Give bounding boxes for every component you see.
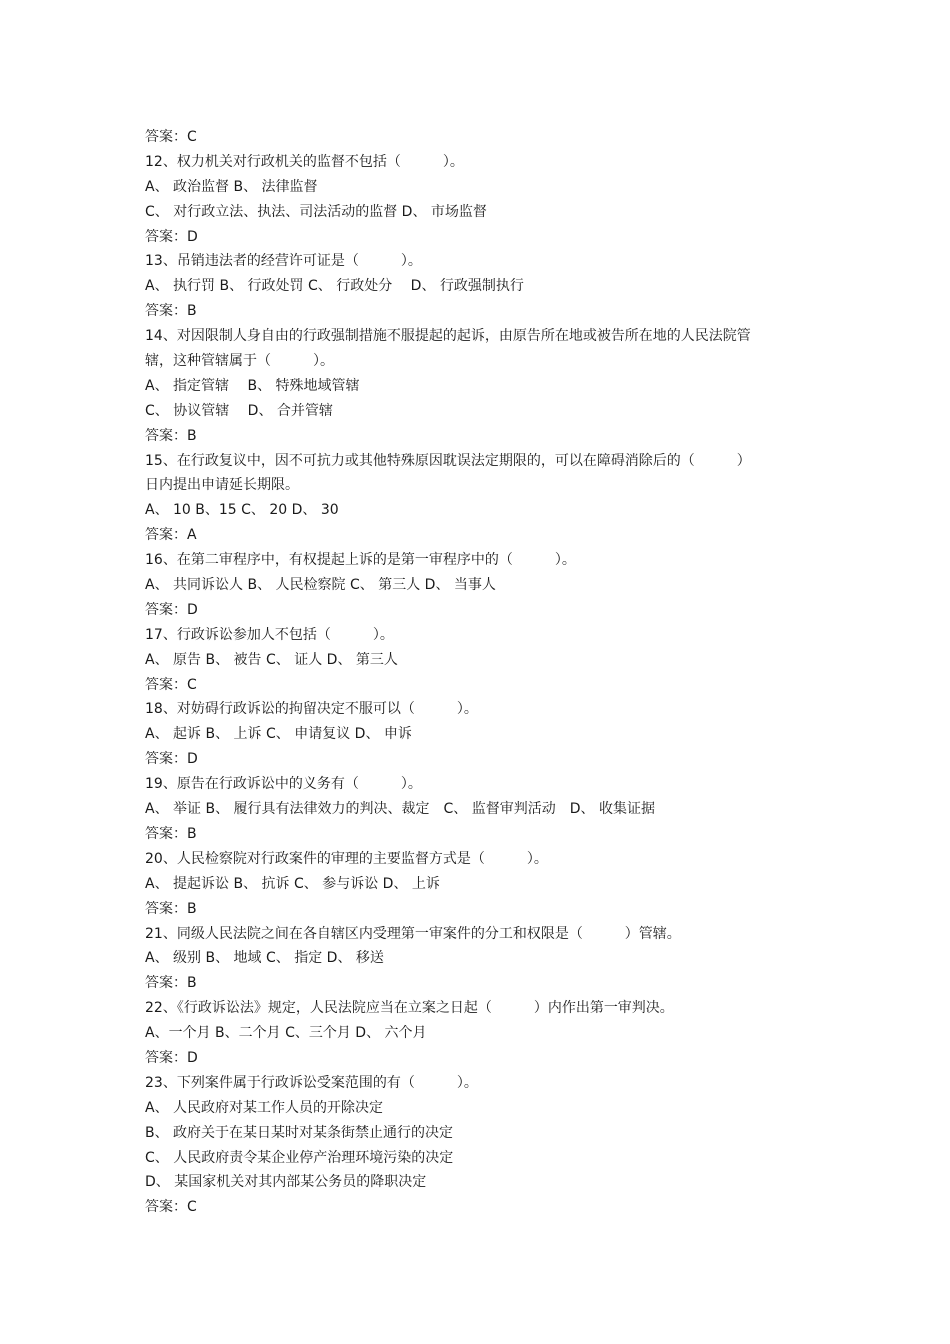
answer-line: 答案：B [145,975,197,992]
options-line: A、 政治监督 B、 法律监督 [145,178,318,195]
question-14: 14、对因限制人身自由的行政强制措施不服提起的起诉，由原告所在地或被告所在地的人民法院管 [145,328,751,345]
question-20: 20、人民检察院对行政案件的审理的主要监督方式是（ ）。 [145,850,548,867]
options-line: A、 举证 B、 履行具有法律效力的判决、裁定 C、 监督审判活动 D、 收集证据 [145,801,655,818]
options-line: A、 起诉 B、 上诉 C、 申请复议 D、 申诉 [145,726,412,743]
question-16: 16、在第二审程序中，有权提起上诉的是第一审程序中的（ ）。 [145,552,576,569]
question-21: 21、同级人民法院之间在各自辖区内受理第一审案件的分工和权限是（ ）管辖。 [145,925,681,942]
answer-line: 答案：B [145,900,197,917]
options-line: A、 原告 B、 被告 C、 证人 D、 第三人 [145,651,398,668]
answer-line: 答案：D [145,751,198,768]
options-line: A、一个月 B、二个月 C、三个月 D、 六个月 [145,1025,427,1042]
question-14-continued: 辖，这种管辖属于（ ）。 [145,353,334,370]
document-page [145,125,815,1220]
answer-line: 答案：D [145,601,198,618]
answer-line: 答案：B [145,825,197,842]
answer-line: 答案：B [145,427,197,444]
answer-line: 答案：C [145,676,197,693]
options-line: A、 执行罚 B、 行政处罚 C、 行政处分 D、 行政强制执行 [145,278,524,295]
question-18: 18、对妨碍行政诉讼的拘留决定不服可以（ ）。 [145,701,478,718]
answer-line: 答案：A [145,527,197,544]
options-line: A、 共同诉讼人 B、 人民检察院 C、 第三人 D、 当事人 [145,577,496,594]
question-15: 15、在行政复议中，因不可抗力或其他特殊原因耽误法定期限的，可以在障碍消除后的（ ） [145,452,751,469]
question-13: 13、吊销违法者的经营许可证是（ ）。 [145,253,422,270]
question-19: 19、原告在行政诉讼中的义务有（ ）。 [145,776,422,793]
question-15-continued: 日内提出申请延长期限。 [145,477,299,494]
option-c: C、 人民政府责令某企业停产治理环境污染的决定 [145,1149,454,1166]
answer-line: 答案：D [145,1049,198,1066]
options-line: A、 指定管辖 B、 特殊地域管辖 [145,377,360,394]
options-line: A、 提起诉讼 B、 抗诉 C、 参与诉讼 D、 上诉 [145,875,440,892]
question-12: 12、权力机关对行政机关的监督不包括（ ）。 [145,153,464,170]
options-line: A、 级别 B、 地域 C、 指定 D、 移送 [145,950,384,967]
option-b: B、 政府关于在某日某时对某条街禁止通行的决定 [145,1124,454,1141]
options-line: C、 对行政立法、执法、司法活动的监督 D、 市场监督 [145,203,487,220]
options-line: A、 10 B、15 C、 20 D、 30 [145,502,339,519]
question-17: 17、行政诉讼参加人不包括（ ）。 [145,626,394,643]
answer-line: 答案：C [145,129,197,145]
answer-line: 答案：D [145,228,198,245]
options-line: C、 协议管辖 D、 合并管辖 [145,402,333,419]
answer-line: 答案：B [145,303,197,320]
question-23: 23、下列案件属于行政诉讼受案范围的有（ ）。 [145,1074,478,1091]
question-22: 22、《行政诉讼法》规定，人民法院应当在立案之日起（ ）内作出第一审判决。 [145,1000,674,1017]
option-a: A、 人民政府对某工作人员的开除决定 [145,1099,384,1116]
answer-line: 答案：C [145,1199,197,1216]
option-d: D、 某国家机关对其内部某公务员的降职决定 [145,1174,427,1191]
